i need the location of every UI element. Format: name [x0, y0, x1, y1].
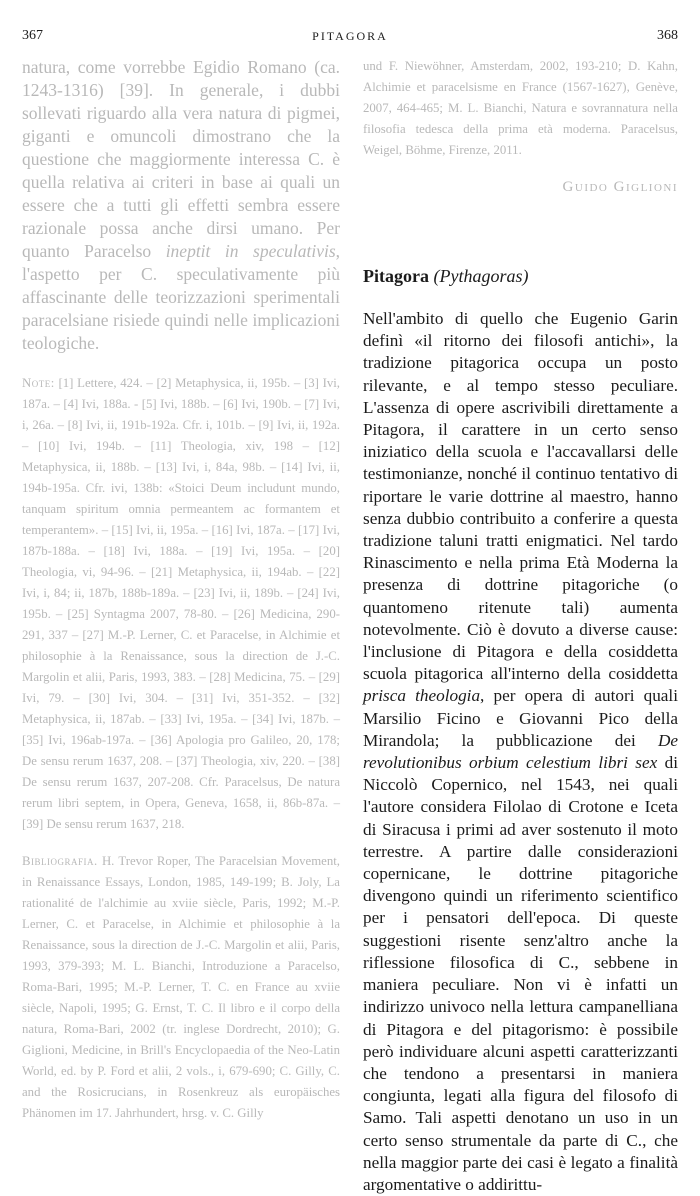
right-column: [363, 56, 678, 1196]
bibliography: Bibliografia. H. Trevor Roper, The Paracelsian Movement, in Renaissance Essays, London, 1985, 149-199; B. Joly, La rationalité de l'alchimie au xviie siècle, Paris, 1992; M.-P. Lerner, C. et Paracelse, in Alchimie et philosophie à la Renaissance, sous la direction de J.-C. Margolin et alii, Paris, 1993, 379-393; M. L. Bianchi, Introduzione a Paracelso, Roma-Bari, 1995; M.-P. Lerner, T. C. en France au xviie siècle, Napoli, 1995; G. Ernst, T. C. Il libro e il corpo della natura, Roma-Bari, 2002 (tr. inglese Dordrecht, 2010); G. Giglioni, Medicine, in Brill's Encyclopaedia of the Neo-Latin World, ed. by P. Ford et alii, 2 vols., i, 679-690; C. Gilly, C. and the Rosicrucians, in Rosenkreuz als europäisches Phänomen im 17. Jahrhundert, hrsg. v. C. Gilly: [22, 854, 341, 1120]
page-number-left: 367: [22, 28, 43, 43]
left-column: [22, 56, 340, 1124]
notes: Note: [1] Lettere, 424. – [2] Metaphysica, ii, 195b. – [3] Ivi, 187a. – [4] Ivi, 188a. - [5] Ivi, 188b. – [6] Ivi, 190b. – [7] Ivi, i, 26a. – [8] Ivi, ii, 191b-192a. Cfr. i, 101b. – [9] Ivi, ii, 192a. – [10] Ivi, 194b. – [11] Theologia, xiv, 198 – [12] Metaphysica, ii, 188b. – [13] Ivi, i, 84a, 98b. – [14] Ivi, ii, 194b-195a. Cfr. ivi, 138b: «Stoici Deum includunt mundo, tanquam spiritum omnia permeantem ac formantem et temperantem». – [15] Ivi, ii, 195a. – [16] Ivi, 187a. – [17] Ivi, 187b-188a. – [18] Ivi, 188a. – [19] Ivi, 195a. – [20] Theologia, vi, 94-96. – [21] Metaphysica, ii, 194ab. – [22] Ivi, i, 84; ii, 187b, 188b-189a. – [23] Ivi, ii, 189b. – [24] Ivi, 195b. – [25] Syntagma 2007, 78-80. – [26] Medicina, 290-291, 337 – [27] M.-P. Lerner, C. et Paracelse, in Alchimie et philosophie à la Renaissance, sous la direction de J.-C. Margolin et alii, Paris, 1993, 383. – [28] Medicina, 75. – [29] Ivi, 79. – [30] Ivi, 304. – [31] Ivi, 351-352. – [32] Metaphysica, ii, 187ab. – [33] Ivi, 195a. – [34] Ivi, 187b. – [35] Ivi, 196ab-197a. – [36] Apologia pro Galileo, 20, 178; De sensu rerum 1637, 208. – [37] Theologia, xiv, 220. – [38] De sensu rerum 1637, 207-208. Cfr. Paracelsus, De natura rerum libri septem, in Opera, Geneva, 1658, ii, 86b-87a. – [39] De sensu rerum 1637, 218.: [22, 376, 340, 831]
running-header: [22, 28, 678, 48]
bibliography-continued: und F. Niewöhner, Amsterdam, 2002, 193-210; D. Kahn, Alchimie et paracelsisme en France (1567-1627), Genève, 2007, 464-465; M. L. Bianchi, Natura e sovrannatura nella filosofia tedesca della prima età moderna. Paracelsus, Weigel, Böhme, Firenze, 2011.: [363, 59, 678, 157]
left-paragraph: natura, come vorrebbe Egidio Romano (ca. 1243-1316) [39]. In generale, i dubbi sollevati riguardo alla vera natura di pigmei, giganti e omuncoli dimostrano che la questione che maggiormente interessa C. è quella relativa ai criteri in base ai quali un essere che a tutti gli effetti sembra essere razionale possa anche dirsi umano. Per quanto Paracelso ineptit in speculativis, l'aspetto per C. speculativamente più affascinante delle teorizzazioni sperimentali paracelsiane risiede quindi nelle implicazioni teologiche.: [22, 57, 341, 353]
running-title: PITAGORA: [312, 29, 388, 43]
entry-body: Nell'ambito di quello che Eugenio Garin definì «il ritorno dei filosofi antichi», la tradizione pitagorica occupa un posto rilevante, e al tempo stesso peculiare. L'assenza di opere ascrivibili direttamente a Pitagora, il carattere in un certo senso iniziatico della scuola e l'accavallarsi delle testimonianze, nonché il continuo tentativo di riportare le varie dottrine al maestro, hanno senza dubbio contribuito a conferire a questa tradizione taluni tratti enigmatici. Nel tardo Rinascimento e nella prima Età Moderna la presenza di dottrine pitagoriche (o quantomeno ritenute tali) aumenta notevolmente. Ciò è dovuto a diverse cause: l'inclusione di Pitagora e della cosiddetta scuola pitagorica all'interno della cosiddetta prisca theologia, per opera di autori quali Marsilio Ficino e Giovanni Pico della Mirandola; la pubblicazione dei De revolutionibus orbium celestium libri sex di Niccolò Copernico, nel 1543, nei quali l'autore considera Filolao di Crotone e Iceta di Siracusa i primi ad aver sostenuto il moto terrestre. A partire dalle considerazioni copernicane, le dottrine pitagoriche divengono quindi un riferimento scientifico per i pensatori dell'epoca. Di queste suggestioni risente senz'altro anche la riflessione filosofica di C., sebbene in maniera peculiare. Non vi è infatti un indirizzo univoco nella lettura campanelliana di Pitagora e del pitagorismo: è possibile però individuare alcuni aspetti caratterizzanti che tendono a presentarsi in maniera congiunta, legati alla figura del filosofo di Samo. Tali aspetti denotano un uso in un certo senso strumentale da parte di C., che nella maggior parte dei casi è legato a finalità argomentative o addirittu-: [363, 309, 679, 1194]
author-signature: Guido Giglioni: [562, 179, 678, 195]
entry-heading: Pitagora (Pythagoras): [363, 266, 529, 286]
page-number-right: 368: [657, 28, 678, 43]
